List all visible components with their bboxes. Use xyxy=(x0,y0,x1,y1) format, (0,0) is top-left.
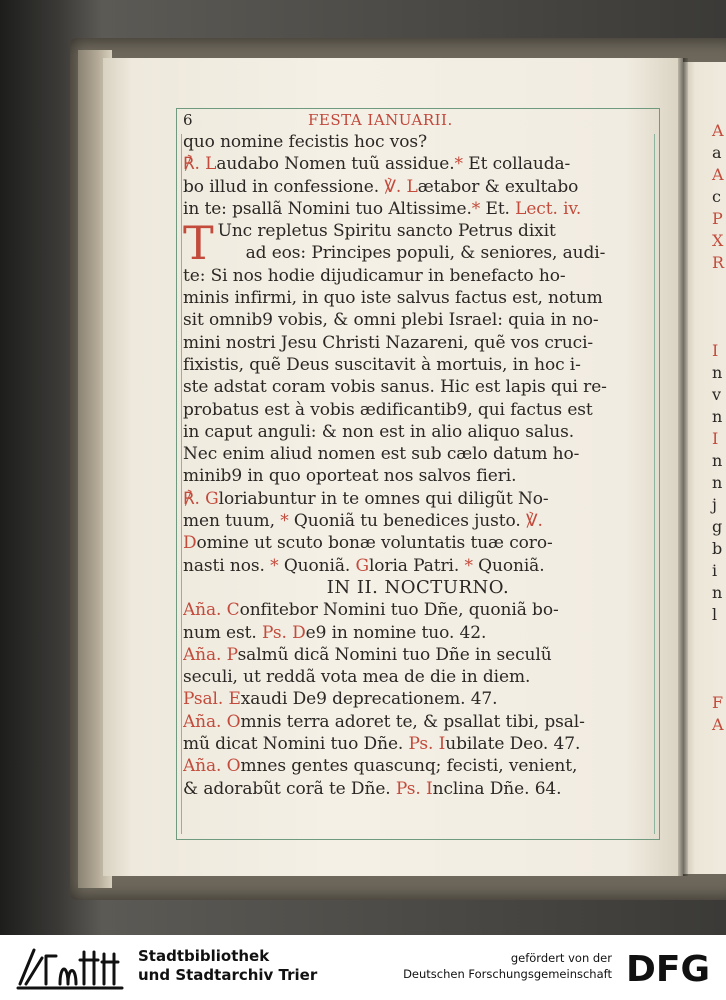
body-text: minib9 in quo oporteat nos salvos fieri. xyxy=(183,466,517,487)
body-text: te: Si nos hodie dijudicamur in benefacto ho- xyxy=(183,265,566,286)
rubric-text: Psal. E xyxy=(183,689,241,710)
rubric-text: * xyxy=(280,511,289,532)
right-page-letter xyxy=(712,626,724,648)
right-page-letter: A xyxy=(712,121,724,140)
text-line xyxy=(183,555,653,577)
body-text: mnes gentes quascunq; fecisti, venient, xyxy=(240,756,578,777)
right-page-letter: n xyxy=(712,473,723,492)
text-line xyxy=(183,399,653,421)
text-line xyxy=(183,354,653,376)
right-page-letter xyxy=(712,318,724,340)
text-line xyxy=(183,510,653,532)
body-text: bo illud in confessione. xyxy=(183,176,385,197)
text-line xyxy=(183,176,653,198)
text-line xyxy=(183,131,653,153)
text-lines xyxy=(183,131,653,800)
library-logo-icon xyxy=(16,944,126,992)
text-line xyxy=(183,666,653,688)
library-name-line1: Stadtbibliothek xyxy=(138,947,270,965)
body-text: ubilate Deo. 47. xyxy=(445,734,581,755)
body-text: probatus est à vobis ædificantib9, qui factus est xyxy=(183,399,593,420)
right-page-letter: n xyxy=(712,363,723,382)
right-page-letter: A xyxy=(712,715,724,734)
body-text: men tuum, xyxy=(183,511,281,532)
text-line xyxy=(183,644,653,666)
right-page-letter: b xyxy=(712,539,723,558)
page-number: 6 xyxy=(183,111,193,129)
body-text: ad eos: Principes populi, & seniores, audi- xyxy=(245,243,606,264)
rubric-text: ℟. L xyxy=(183,154,217,175)
body-text: Quoniã. xyxy=(472,555,545,576)
section-heading: IN II. NOCTURNO. xyxy=(326,576,510,598)
body-text: minis infirmi, in quo iste salvus factus est, notum xyxy=(183,288,603,309)
text-line xyxy=(183,309,653,331)
text-line xyxy=(183,688,653,710)
rubric-text: ℣. xyxy=(525,511,543,532)
right-page-letter: j xyxy=(712,495,717,514)
right-page-letter: I xyxy=(712,341,719,360)
text-line xyxy=(183,287,653,309)
text-line xyxy=(183,153,653,175)
rubric-text: Ps. I xyxy=(395,778,433,799)
body-text: Unc repletus Spiritu sancto Petrus dixit xyxy=(217,221,556,242)
text-line xyxy=(183,733,653,755)
body-text: & adorabũt corã te Dñe. xyxy=(183,778,396,799)
library-name xyxy=(138,947,317,985)
right-page-letter: a xyxy=(712,143,722,162)
right-page-letter: P xyxy=(712,209,723,228)
right-page-letter: g xyxy=(712,517,723,536)
drop-cap: T xyxy=(183,216,214,271)
body-text: ætabor & exultabo xyxy=(417,176,579,197)
rubric-text: Ps. I xyxy=(408,734,446,755)
rubric-text: Lect. iv. xyxy=(515,198,582,219)
body-text: mnis terra adoret te, & psallat tibi, psal- xyxy=(240,711,585,732)
right-page-letter xyxy=(712,670,724,692)
text-line xyxy=(183,755,653,777)
rubric-text: Aña. P xyxy=(183,644,238,665)
body-text: ste adstat coram vobis sanus. Hic est lapis qui re- xyxy=(183,377,607,398)
right-page-letter: I xyxy=(712,429,719,448)
text-line xyxy=(183,711,653,733)
right-page-letter: i xyxy=(712,561,718,580)
text-line xyxy=(183,577,653,599)
rubric-text: * xyxy=(471,198,481,219)
rubric-text: D xyxy=(183,533,197,554)
rubric-text: * xyxy=(454,154,463,175)
footer-bar xyxy=(0,935,726,1000)
text-line xyxy=(183,332,653,354)
body-text: Et collauda- xyxy=(462,154,571,175)
body-text: sit omnib9 vobis, & omni plebi Israel: quia in no- xyxy=(183,310,599,331)
text-line xyxy=(183,532,653,554)
rubric-text: Aña. O xyxy=(183,711,241,732)
body-text: in caput anguli: & non est in alio aliquo salus. xyxy=(183,421,575,442)
rubric-text: ℟. G xyxy=(183,488,219,509)
right-page-letter xyxy=(712,648,724,670)
right-page-letter: c xyxy=(712,187,721,206)
body-text: mini nostri Jesu Christi Nazareni, quẽ vos cruci- xyxy=(183,332,594,353)
book-gutter xyxy=(678,58,688,876)
text-line xyxy=(183,198,653,220)
body-text: fixistis, quẽ Deus suscitavit à mortuis, in hoc i- xyxy=(183,354,581,375)
right-page-letter xyxy=(712,296,724,318)
text-line xyxy=(183,622,653,644)
dfg-logo-text: DFG xyxy=(625,949,711,987)
body-text: nasti nos. xyxy=(183,555,271,576)
funding-note xyxy=(390,950,612,982)
body-text: onfitebor Nomini tuo Dñe, quoniã bo- xyxy=(239,600,559,621)
text-line xyxy=(183,421,653,443)
body-text: e9 in nomine tuo. 42. xyxy=(305,622,487,643)
body-text: quo nomine fecistis hoc vos? xyxy=(183,132,428,152)
body-text: Quoniã. xyxy=(278,555,356,576)
rubric-text: * xyxy=(464,555,473,576)
right-page-letter: F xyxy=(712,693,724,712)
body-text: omine ut scuto bonæ voluntatis tuæ coro- xyxy=(196,533,553,554)
right-page-letter: R xyxy=(712,253,725,272)
rubric-text: Aña. C xyxy=(183,600,240,621)
rubric-text: G xyxy=(355,555,369,576)
right-page-letter: n xyxy=(712,451,723,470)
right-page-letter: v xyxy=(712,385,722,404)
text-line xyxy=(183,778,653,800)
right-page-letter: l xyxy=(712,605,718,624)
body-text: Et. xyxy=(480,198,516,219)
body-text: mũ dicat Nomini tuo Dñe. xyxy=(183,734,409,755)
page-text xyxy=(183,109,653,800)
body-text: salmũ dicã Nomini tuo Dñe in seculũ xyxy=(237,644,552,665)
right-page-letter xyxy=(712,274,724,296)
body-text: Nec enim aliud nomen est sub cælo datum ho- xyxy=(183,444,580,465)
rubric-text: Aña. O xyxy=(183,756,241,777)
body-text: loriabuntur in te omnes qui diligũt No- xyxy=(218,488,549,509)
body-text: seculi, ut reddã vota mea de die in diem. xyxy=(183,667,531,688)
right-page-letter: X xyxy=(712,231,724,250)
funding-line2: Deutschen Forschungsgemeinschaft xyxy=(403,967,612,981)
running-head: FESTA IANUARII. xyxy=(308,111,453,129)
text-line xyxy=(183,488,653,510)
body-text: audabo Nomen tuũ assidue. xyxy=(216,154,455,175)
body-text: in te: psallã Nomini tuo Altissime. xyxy=(183,198,472,219)
text-line xyxy=(183,265,653,287)
text-line xyxy=(183,465,653,487)
library-name-line2: und Stadtarchiv Trier xyxy=(138,966,318,984)
body-text: num est. xyxy=(183,622,262,643)
text-line xyxy=(183,443,653,465)
text-line xyxy=(218,242,653,264)
right-page-letter: A xyxy=(712,165,724,184)
rubric-text: * xyxy=(270,555,279,576)
body-text: nclina Dñe. 64. xyxy=(432,778,562,799)
body-text: loria Patri. xyxy=(368,555,465,576)
dfg-logo-icon xyxy=(620,947,716,987)
rubric-text: ℣. L xyxy=(384,176,418,197)
page-header xyxy=(183,109,653,131)
funding-line1: gefördert von der xyxy=(510,951,612,965)
right-page-fragments xyxy=(712,120,724,736)
right-page-letter: n xyxy=(712,407,723,426)
text-line xyxy=(183,599,653,621)
body-text: xaudi De9 deprecationem. 47. xyxy=(240,689,498,710)
rubric-text: Ps. D xyxy=(261,622,306,643)
right-page-letter: n xyxy=(712,583,723,602)
body-text: Quoniã tu benedices justo. xyxy=(288,511,526,532)
text-line xyxy=(183,376,653,398)
